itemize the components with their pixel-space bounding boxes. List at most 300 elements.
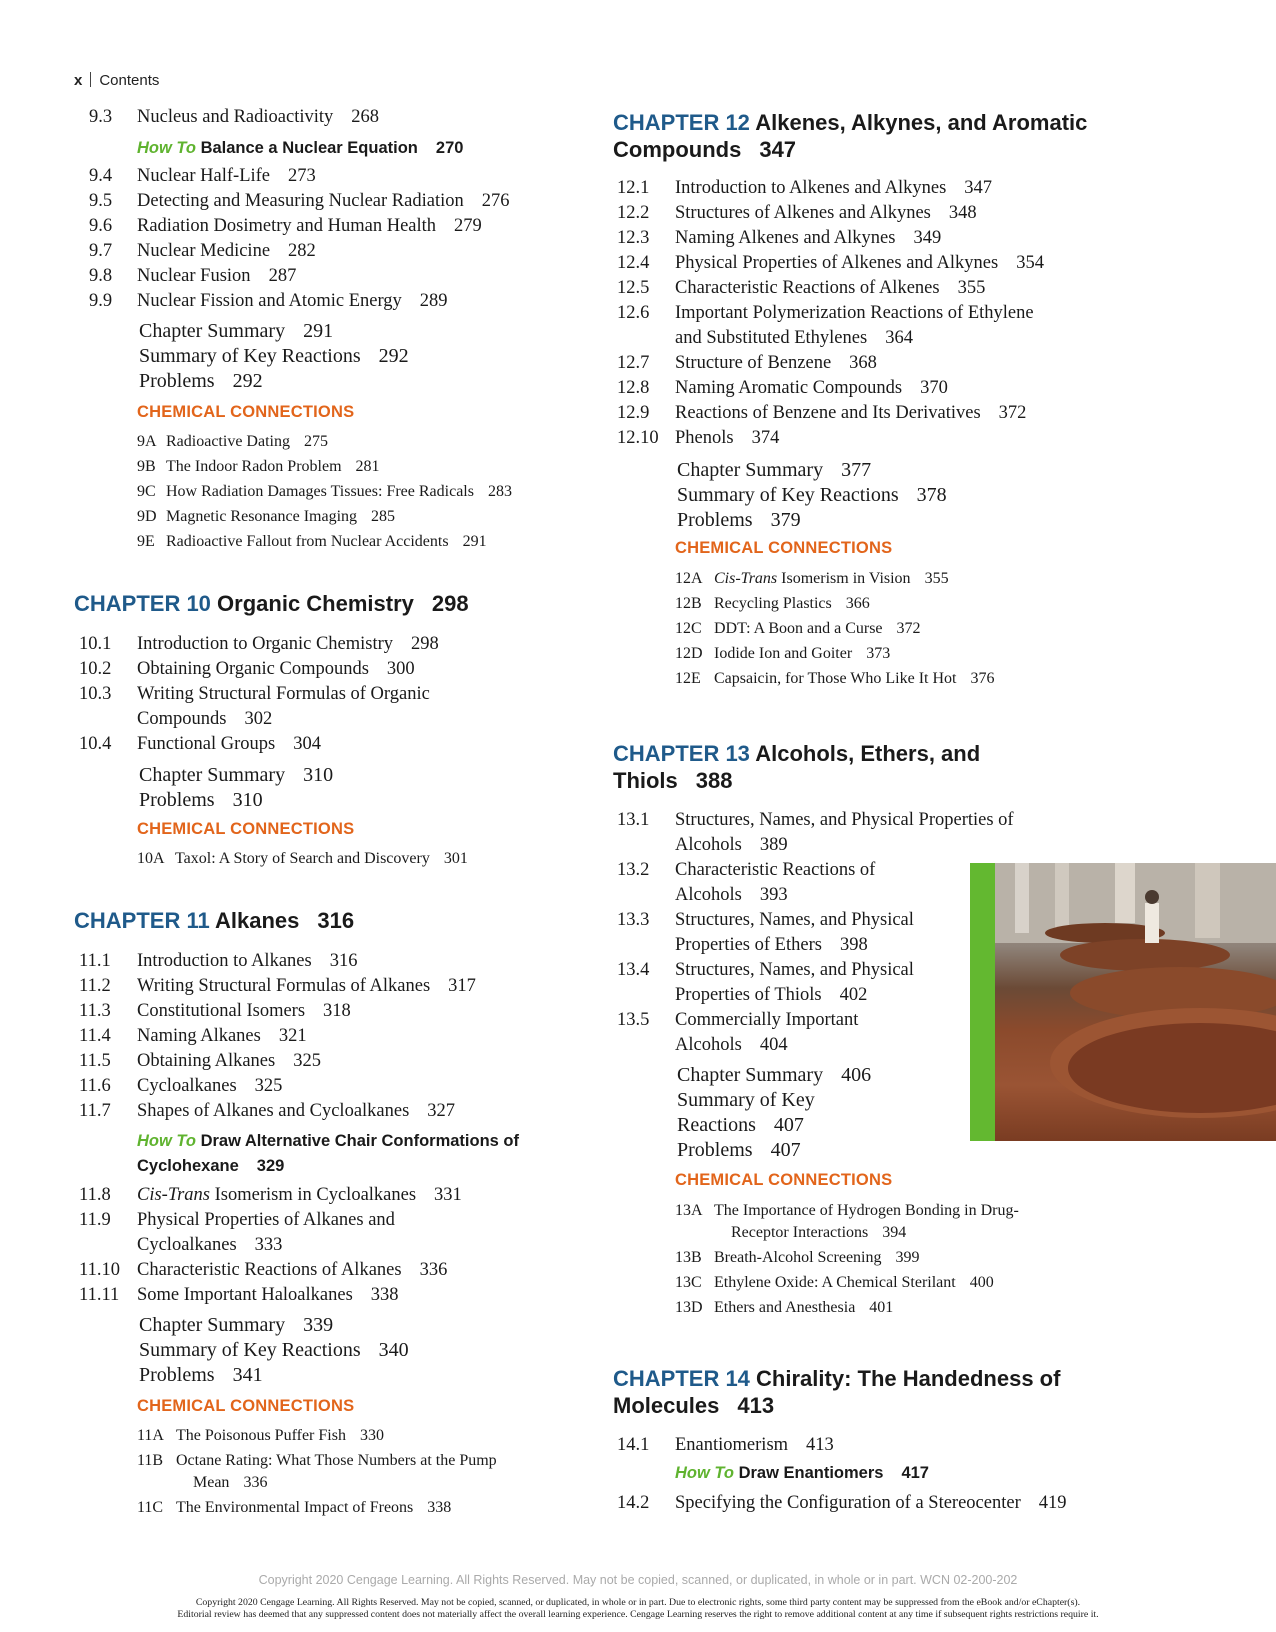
section-title-text: Writing Structural Formulas of Alkanes	[137, 976, 431, 996]
cc-title	[176, 1499, 451, 1517]
section-title	[137, 1260, 447, 1281]
vats-illustration	[995, 863, 1276, 1141]
section-title-text: Introduction to Alkanes	[137, 951, 312, 971]
chapter-title: Chirality: The Handedness of	[756, 1366, 1061, 1391]
cc-title	[166, 433, 328, 451]
cc-number: 13A	[675, 1202, 703, 1219]
section-page: 317	[448, 976, 476, 996]
summary-label: Problems	[139, 370, 215, 392]
section-title-text: Naming Alkenes and Alkynes	[675, 228, 896, 248]
cc-page: 355	[924, 570, 949, 587]
cc-number: 12B	[675, 595, 702, 612]
section-title	[137, 107, 379, 128]
chapter-page: 347	[759, 137, 797, 162]
chapter-10-heading	[74, 591, 469, 617]
summary-item	[139, 1314, 333, 1337]
section-page: 336	[419, 1260, 448, 1280]
header-title: Contents	[99, 72, 160, 89]
chapter-12-heading-cont	[613, 137, 796, 163]
section-title-cont	[675, 1035, 788, 1056]
section-page: 279	[454, 216, 482, 236]
cc-title	[166, 458, 380, 476]
section-number: 11.6	[79, 1076, 111, 1096]
summary-label: Problems	[677, 1139, 753, 1161]
section-page: 404	[759, 1035, 788, 1055]
chemical-connections-heading: CHEMICAL CONNECTIONS	[137, 403, 355, 421]
cc-page: 373	[866, 645, 891, 662]
section-number: 10.4	[79, 734, 112, 754]
cc-title-text: The Poisonous Puffer Fish	[176, 1427, 346, 1444]
summary-item	[139, 764, 333, 787]
chapter-title: Organic Chemistry	[217, 591, 414, 616]
section-title	[675, 303, 1034, 324]
section-number: 13.4	[617, 960, 650, 980]
page-number: x	[74, 72, 83, 89]
chapter-page: 413	[737, 1393, 775, 1418]
section-title	[675, 203, 977, 224]
section-title	[137, 734, 321, 755]
section-title	[675, 860, 875, 881]
summary-label: Chapter Summary	[139, 1314, 286, 1336]
section-title-text: Nuclear Fusion	[137, 266, 251, 286]
section-title-text: Constitutional Isomers	[137, 1001, 306, 1021]
cc-page: 401	[869, 1299, 894, 1316]
section-title-text: Characteristic Reactions of Alkanes	[137, 1260, 402, 1280]
section-title	[137, 191, 509, 212]
how-to-line-cont	[137, 1157, 284, 1176]
summary-page: 340	[378, 1339, 409, 1361]
section-page: 282	[288, 241, 316, 261]
section-title	[137, 1001, 351, 1022]
summary-page: 291	[303, 320, 334, 342]
section-page: 325	[293, 1051, 321, 1071]
section-title-text: Naming Aromatic Compounds	[675, 378, 903, 398]
section-title-cont-text: and Substituted Ethylenes	[675, 328, 868, 348]
how-to-text: Draw Enantiomers	[738, 1464, 884, 1482]
summary-label: Summary of Key Reactions	[677, 484, 899, 506]
section-number: 11.3	[79, 1001, 111, 1021]
cc-title	[714, 645, 890, 663]
cc-page: 372	[896, 620, 921, 637]
section-title-text: Specifying the Configuration of a Stereocenter	[675, 1493, 1021, 1513]
cc-title	[166, 483, 512, 501]
chapter-title: Alcohols, Ethers, and	[755, 741, 981, 766]
cc-number: 9A	[137, 433, 157, 450]
section-title-cont-text: Properties of Thiols	[675, 985, 822, 1005]
section-number: 13.3	[617, 910, 650, 930]
cc-title-text: Magnetic Resonance Imaging	[166, 508, 358, 525]
cc-page: 400	[969, 1274, 994, 1291]
cc-title	[714, 1202, 1019, 1220]
cc-page: 301	[443, 850, 468, 867]
how-to-label: How To	[137, 139, 196, 157]
section-title-text: Structures, Names, and Physical	[675, 910, 914, 930]
cc-number: 10A	[137, 850, 165, 867]
chapter-page: 388	[695, 768, 733, 793]
cc-title-text: The Environmental Impact of Freons	[176, 1499, 414, 1516]
section-page: 273	[288, 166, 316, 186]
chapter-page: 316	[317, 908, 355, 933]
cc-title-cont-text: Receptor Interactions	[731, 1224, 869, 1241]
cc-title-cont	[193, 1474, 267, 1492]
copyright-watermark: Copyright 2020 Cengage Learning. All Rights Reserved. May not be copied, scanned, or duplicated, in whole or in part. WCN 02-200-202	[258, 1573, 1018, 1587]
section-title	[137, 291, 448, 312]
section-title-text: Introduction to Alkenes and Alkynes	[675, 178, 947, 198]
copyright-line-1: Copyright 2020 Cengage Learning. All Rights Reserved. May not be copied, scanned, or duplicated, in whole or in part. Due to electronic rights, some third party content may be suppressed from the eBook and/or eChapter(s).	[195, 1597, 1081, 1608]
section-page: 331	[434, 1185, 462, 1205]
chemical-connections-heading: CHEMICAL CONNECTIONS	[675, 1171, 893, 1189]
chapter-label: CHAPTER 14	[613, 1366, 750, 1391]
section-title	[137, 1210, 395, 1231]
section-title	[137, 659, 415, 680]
section-title	[137, 216, 482, 237]
section-title-text: Commercially Important	[675, 1010, 859, 1030]
cc-title-text: How Radiation Damages Tissues: Free Radicals	[166, 483, 474, 500]
summary-label: Problems	[139, 789, 215, 811]
section-page: 302	[244, 709, 273, 729]
section-page: 298	[411, 634, 439, 654]
how-to-page: 417	[901, 1464, 929, 1482]
chapter-title: Alkanes	[215, 908, 300, 933]
section-title	[137, 1026, 307, 1047]
section-title-text: Some Important Haloalkanes	[137, 1285, 353, 1305]
summary-label: Chapter Summary	[677, 459, 824, 481]
summary-label: Problems	[139, 1364, 215, 1386]
section-title	[137, 266, 296, 287]
cc-number: 11A	[137, 1427, 164, 1444]
section-title	[675, 960, 914, 981]
header-divider	[90, 72, 91, 87]
summary-item	[139, 370, 263, 393]
copyright-footer	[0, 1597, 1276, 1621]
summary-page: 310	[232, 789, 263, 811]
cc-title	[714, 670, 994, 688]
section-title	[675, 810, 1014, 831]
section-title	[675, 378, 948, 399]
section-title-cont	[675, 328, 913, 349]
chapter-13-heading	[613, 741, 980, 767]
summary-page: 407	[770, 1139, 801, 1161]
section-title-text: Characteristic Reactions of Alkenes	[675, 278, 940, 298]
how-to-line	[137, 139, 463, 158]
cc-title-text: Breath-Alcohol Screening	[714, 1249, 882, 1266]
section-number: 11.10	[79, 1260, 120, 1280]
summary-label: Chapter Summary	[677, 1064, 824, 1086]
section-page: 287	[268, 266, 297, 286]
section-number: 12.10	[617, 428, 659, 448]
section-title-text: Important Polymerization Reactions of Ethylene	[675, 303, 1034, 323]
section-title	[675, 353, 877, 374]
section-title-text: Nucleus and Radioactivity	[137, 107, 334, 127]
chapter-title-cont: Compounds	[613, 137, 742, 162]
cc-page: 366	[845, 595, 870, 612]
section-number: 11.11	[79, 1285, 120, 1305]
section-title-text: Introduction to Organic Chemistry	[137, 634, 394, 654]
how-to-line	[675, 1464, 929, 1483]
photo-image	[995, 863, 1276, 1141]
summary-item	[139, 1339, 409, 1362]
cc-number: 9C	[137, 483, 156, 500]
summary-page: 407	[773, 1114, 804, 1136]
cc-number: 9D	[137, 508, 157, 525]
cc-title-text: Capsaicin, for Those Who Like It Hot	[714, 670, 957, 687]
section-title	[675, 278, 985, 299]
summary-item	[677, 1089, 815, 1112]
section-title-italic: Cis-Trans	[137, 1185, 211, 1205]
wine-vats-photo	[970, 863, 1276, 1141]
section-page: 354	[1016, 253, 1044, 273]
section-number: 11.7	[79, 1101, 111, 1121]
section-title-text: Phenols	[675, 428, 734, 448]
cc-title-text: Ethylene Oxide: A Chemical Sterilant	[714, 1274, 956, 1291]
cc-page: 330	[359, 1427, 384, 1444]
page-header	[74, 72, 159, 89]
cc-page: 394	[882, 1224, 907, 1241]
section-number: 9.5	[89, 191, 113, 211]
cc-title-text: DDT: A Boon and a Curse	[714, 620, 883, 637]
section-title-text: Isomerism in Cycloalkanes	[210, 1185, 417, 1205]
section-title-text: Enantiomerism	[675, 1435, 789, 1455]
section-title-text: Nuclear Half-Life	[137, 166, 271, 186]
chapter-page: 298	[431, 591, 469, 616]
cc-number: 13B	[675, 1249, 702, 1266]
section-page: 364	[885, 328, 913, 348]
summary-page: 378	[916, 484, 947, 506]
chapter-14-heading-cont	[613, 1393, 774, 1419]
cc-title-text: Radioactive Dating	[166, 433, 290, 450]
section-number: 9.7	[89, 241, 113, 261]
section-number: 9.6	[89, 216, 113, 236]
cc-title	[714, 1274, 994, 1292]
section-title-text: Physical Properties of Alkenes and Alkynes	[675, 253, 999, 273]
cc-page: 338	[427, 1499, 452, 1516]
section-number: 12.8	[617, 378, 650, 398]
cc-title-text: Isomerism in Vision	[777, 570, 911, 587]
section-number: 13.1	[617, 810, 650, 830]
cc-number: 9E	[137, 533, 155, 550]
section-title-cont	[137, 1235, 282, 1256]
summary-page: 406	[841, 1064, 872, 1086]
summary-item	[139, 345, 409, 368]
section-title	[675, 1493, 1067, 1514]
section-title	[137, 1101, 455, 1122]
section-number: 11.2	[79, 976, 111, 996]
section-title	[675, 228, 941, 249]
summary-page: 341	[232, 1364, 263, 1386]
how-to-line	[137, 1132, 519, 1151]
summary-item-cont	[677, 1114, 804, 1137]
section-title	[675, 1435, 834, 1456]
section-title-text: Structure of Benzene	[675, 353, 832, 373]
section-title	[137, 1285, 399, 1306]
chemical-connections-heading: CHEMICAL CONNECTIONS	[137, 1397, 355, 1415]
section-title-text: Detecting and Measuring Nuclear Radiation	[137, 191, 464, 211]
summary-item	[677, 1139, 801, 1162]
section-number: 9.4	[89, 166, 113, 186]
cc-number: 11B	[137, 1452, 164, 1469]
section-title	[675, 1010, 858, 1031]
section-title	[137, 951, 357, 972]
section-number: 12.2	[617, 203, 650, 223]
section-number: 12.1	[617, 178, 650, 198]
cc-number: 12D	[675, 645, 703, 662]
cc-title-text: Iodide Ion and Goiter	[714, 645, 853, 662]
summary-item	[677, 1064, 871, 1087]
how-to-label: How To	[675, 1464, 734, 1482]
chapter-label: CHAPTER 12	[613, 110, 750, 135]
cc-title-text: The Importance of Hydrogen Bonding in Drug-	[714, 1202, 1019, 1219]
summary-item	[139, 1364, 263, 1387]
section-title	[137, 166, 316, 187]
section-page: 289	[419, 291, 448, 311]
summary-label: Chapter Summary	[139, 764, 286, 786]
cc-title-text: The Indoor Radon Problem	[166, 458, 342, 475]
cc-title-text: Taxol: A Story of Search and Discovery	[175, 850, 430, 867]
section-page: 389	[759, 835, 788, 855]
cc-page: 399	[895, 1249, 920, 1266]
section-page: 393	[759, 885, 788, 905]
cc-title-italic: Cis-Trans	[714, 570, 778, 587]
cc-page: 291	[462, 533, 487, 550]
summary-item	[677, 509, 801, 532]
cc-number: 12E	[675, 670, 701, 687]
section-title	[137, 1051, 321, 1072]
cc-number: 9B	[137, 458, 156, 475]
section-number: 13.5	[617, 1010, 650, 1030]
section-page: 402	[839, 985, 868, 1005]
section-number: 14.2	[617, 1493, 650, 1513]
section-number: 12.7	[617, 353, 650, 373]
cc-title-cont	[731, 1224, 906, 1242]
cc-number: 12C	[675, 620, 702, 637]
section-page: 325	[254, 1076, 283, 1096]
cc-page: 336	[243, 1474, 268, 1491]
summary-item	[677, 484, 947, 507]
section-page: 321	[278, 1026, 307, 1046]
section-number: 11.5	[79, 1051, 111, 1071]
summary-label: Chapter Summary	[139, 320, 286, 342]
section-title-text: Shapes of Alkanes and Cycloalkanes	[137, 1101, 410, 1121]
section-title-text: Reactions of Benzene and Its Derivatives	[675, 403, 981, 423]
section-number: 11.1	[79, 951, 111, 971]
cc-title	[175, 850, 468, 868]
cc-title-text: Ethers and Anesthesia	[714, 1299, 856, 1316]
section-title-cont	[675, 835, 788, 856]
section-title-text: Cycloalkanes	[137, 1076, 237, 1096]
section-title	[675, 403, 1026, 424]
section-title-cont	[675, 985, 867, 1006]
section-page: 300	[386, 659, 415, 679]
chapter-12-heading	[613, 110, 1087, 136]
summary-label: Summary of Key	[677, 1089, 815, 1111]
section-title	[675, 253, 1044, 274]
summary-page: 310	[303, 764, 334, 786]
summary-label-cont: Reactions	[677, 1114, 756, 1136]
how-to-page: 270	[435, 139, 464, 157]
chapter-title-cont: Thiols	[613, 768, 678, 793]
section-title	[675, 428, 779, 449]
cc-page: 275	[303, 433, 328, 450]
how-to-text: Draw Alternative Chair Conformations of	[200, 1132, 519, 1150]
cc-number: 13D	[675, 1299, 703, 1316]
section-page: 370	[920, 378, 948, 398]
section-page: 349	[913, 228, 942, 248]
cc-title	[176, 1452, 497, 1470]
section-number: 12.5	[617, 278, 650, 298]
cc-title	[176, 1427, 384, 1445]
how-to-text: Balance a Nuclear Equation	[200, 139, 418, 157]
section-page: 327	[427, 1101, 456, 1121]
section-title-cont-text: Compounds	[137, 709, 227, 729]
section-page: 333	[254, 1235, 283, 1255]
summary-label: Problems	[677, 509, 753, 531]
section-title	[675, 178, 992, 199]
section-page: 268	[351, 107, 380, 127]
section-title-cont-text: Alcohols	[675, 835, 742, 855]
section-page: 413	[806, 1435, 834, 1455]
cc-title-cont-text: Mean	[193, 1474, 230, 1491]
section-page: 368	[849, 353, 877, 373]
cc-title	[714, 595, 870, 613]
section-page: 318	[323, 1001, 351, 1021]
cc-title-text: Radioactive Fallout from Nuclear Accidents	[166, 533, 449, 550]
summary-item	[677, 459, 871, 482]
chapter-title-cont: Molecules	[613, 1393, 720, 1418]
summary-page: 292	[378, 345, 409, 367]
chemical-connections-heading: CHEMICAL CONNECTIONS	[675, 539, 893, 557]
chapter-13-heading-cont	[613, 768, 733, 794]
cc-number: 11C	[137, 1499, 164, 1516]
section-title-cont	[675, 935, 868, 956]
section-page: 398	[839, 935, 868, 955]
cc-title	[714, 1299, 893, 1317]
cc-number: 13C	[675, 1274, 702, 1291]
cc-title	[166, 533, 487, 551]
section-number: 9.8	[89, 266, 113, 286]
section-number: 14.1	[617, 1435, 650, 1455]
section-number: 10.1	[79, 634, 112, 654]
section-number: 12.6	[617, 303, 650, 323]
section-title-text: Radiation Dosimetry and Human Health	[137, 216, 437, 236]
section-title-cont-text: Alcohols	[675, 1035, 742, 1055]
section-title-text: Obtaining Alkanes	[137, 1051, 276, 1071]
section-page: 316	[329, 951, 358, 971]
summary-label: Summary of Key Reactions	[139, 1339, 361, 1361]
cc-title	[714, 1249, 920, 1267]
cc-title-text: Recycling Plastics	[714, 595, 832, 612]
cc-page: 283	[487, 483, 512, 500]
section-number: 12.9	[617, 403, 650, 423]
section-title-text: Functional Groups	[137, 734, 276, 754]
section-title-text: Structures, Names, and Physical Properties of	[675, 810, 1014, 830]
section-number: 11.4	[79, 1026, 111, 1046]
section-title	[137, 684, 430, 705]
section-number: 9.9	[89, 291, 113, 311]
photo-accent-stripe	[970, 863, 995, 1141]
section-number: 12.4	[617, 253, 650, 273]
section-title	[137, 634, 439, 655]
section-page: 347	[964, 178, 993, 198]
section-title-text: Characteristic Reactions of	[675, 860, 876, 880]
section-title	[137, 976, 476, 997]
section-title-text: Physical Properties of Alkanes and	[137, 1210, 395, 1230]
section-title	[137, 1076, 282, 1097]
section-number: 13.2	[617, 860, 650, 880]
chapter-title: Alkenes, Alkynes, and Aromatic	[755, 110, 1088, 135]
section-page: 276	[481, 191, 510, 211]
copyright-line-2: Editorial review has deemed that any suppressed content does not materially affect the overall learning experience. Cengage Learning reserves the right to remove additional content at any time if subsequent rights restrictions require it.	[177, 1609, 1099, 1620]
chapter-label: CHAPTER 10	[74, 591, 211, 616]
